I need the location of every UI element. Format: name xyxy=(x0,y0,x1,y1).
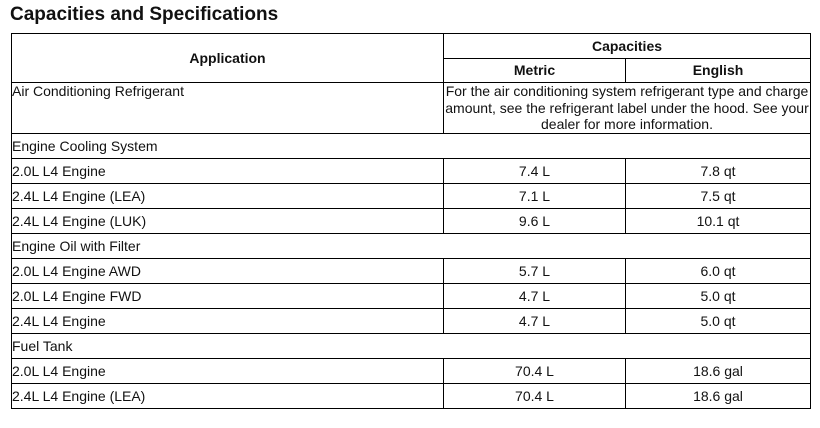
table-row xyxy=(12,383,811,408)
row-english: 10.1 qt xyxy=(626,208,811,233)
row-english: 6.0 qt xyxy=(626,258,811,283)
row-metric: 70.4 L xyxy=(444,383,626,408)
row-application: 2.0L L4 Engine FWD xyxy=(12,283,444,308)
row-metric: 4.7 L xyxy=(444,308,626,333)
row-english: 18.6 gal xyxy=(626,383,811,408)
row-metric: 7.4 L xyxy=(444,158,626,183)
table-row xyxy=(12,83,811,134)
row-metric: 7.1 L xyxy=(444,183,626,208)
header-english: English xyxy=(626,58,811,83)
row-application: 2.4L L4 Engine (LEA) xyxy=(12,183,444,208)
table-row xyxy=(12,283,811,308)
row-metric: 9.6 L xyxy=(444,208,626,233)
row-application: 2.4L L4 Engine xyxy=(12,308,444,333)
ac-note: For the air conditioning system refrigerant type and charge amount, see the refrigerant label under the hood. See your dealer for more information. xyxy=(445,83,809,132)
row-english: 7.8 qt xyxy=(626,158,811,183)
row-application: 2.0L L4 Engine xyxy=(12,158,444,183)
capacities-table xyxy=(11,33,811,409)
table-row xyxy=(12,183,811,208)
row-application: 2.4L L4 Engine (LUK) xyxy=(12,208,444,233)
row-application: 2.0L L4 Engine AWD xyxy=(12,258,444,283)
table-row xyxy=(12,158,811,183)
page-title: Capacities and Specifications xyxy=(10,4,279,25)
section-row xyxy=(12,233,811,258)
row-application: 2.0L L4 Engine xyxy=(12,358,444,383)
table-row xyxy=(12,358,811,383)
row-english: 18.6 gal xyxy=(626,358,811,383)
row-english: 7.5 qt xyxy=(626,183,811,208)
section-cooling: Engine Cooling System xyxy=(12,133,811,158)
header-capacities: Capacities xyxy=(444,34,811,59)
section-fuel: Fuel Tank xyxy=(12,333,811,358)
row-english: 5.0 qt xyxy=(626,283,811,308)
row-english: 5.0 qt xyxy=(626,308,811,333)
table-row xyxy=(12,308,811,333)
row-metric: 4.7 L xyxy=(444,283,626,308)
section-row xyxy=(12,333,811,358)
table-row xyxy=(12,258,811,283)
header-metric: Metric xyxy=(444,58,626,83)
section-row xyxy=(12,133,811,158)
row-application: 2.4L L4 Engine (LEA) xyxy=(12,383,444,408)
section-oil: Engine Oil with Filter xyxy=(12,233,811,258)
row-metric: 5.7 L xyxy=(444,258,626,283)
header-application: Application xyxy=(12,34,444,83)
table-row xyxy=(12,208,811,233)
ac-label: Air Conditioning Refrigerant xyxy=(12,83,444,134)
row-metric: 70.4 L xyxy=(444,358,626,383)
